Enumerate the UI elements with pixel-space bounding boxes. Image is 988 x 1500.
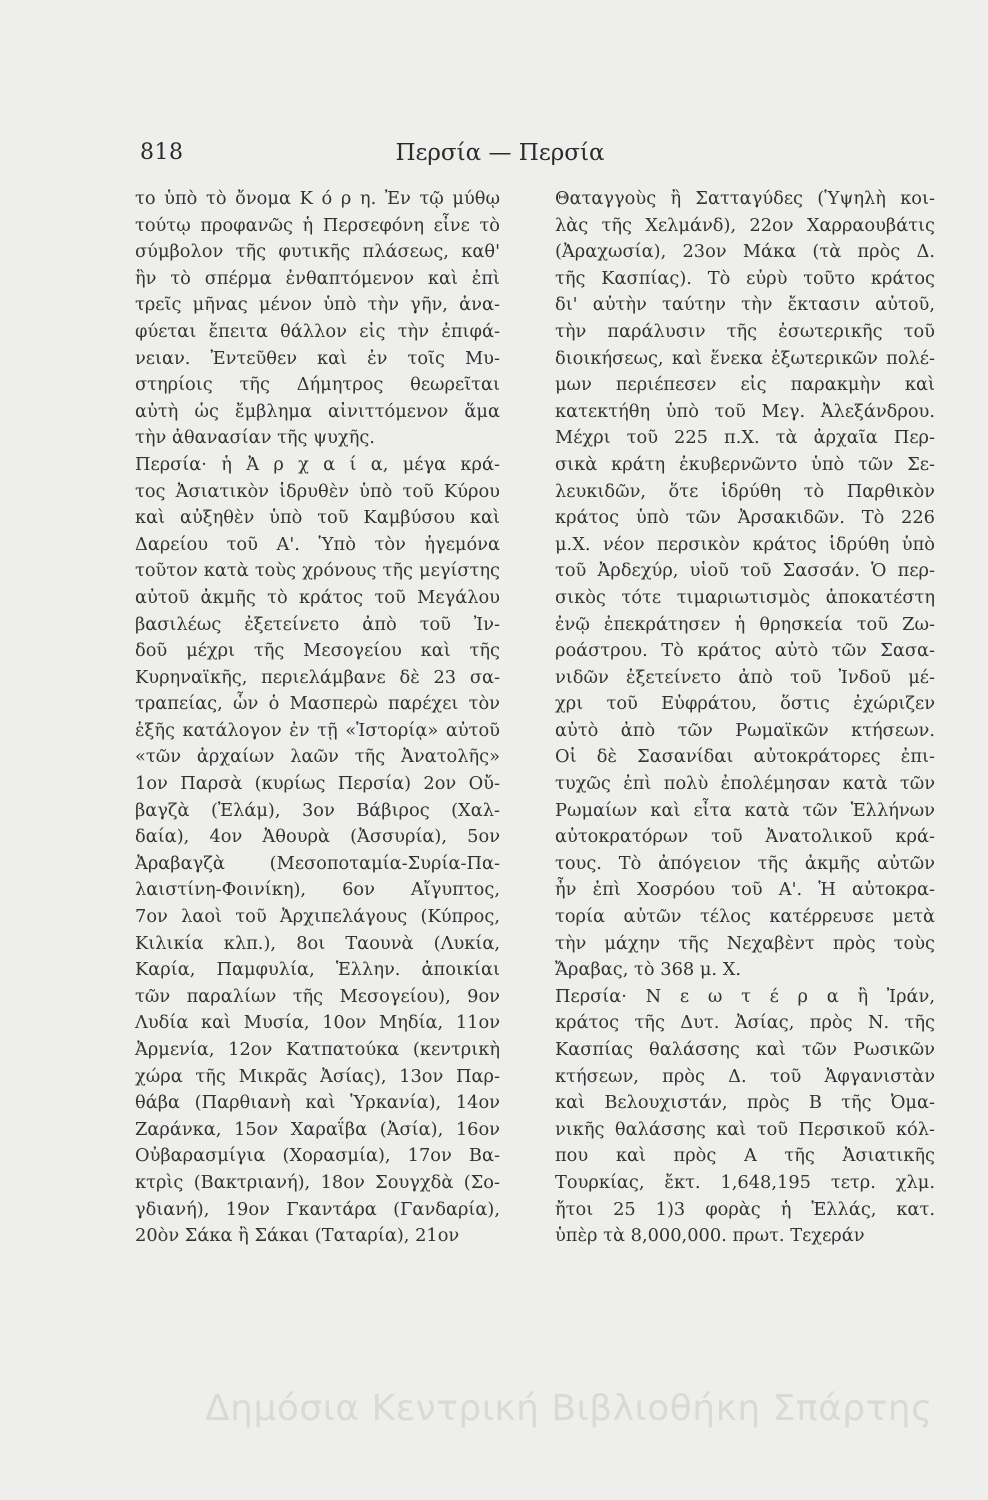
text-line: αὐτοκρατόρων τοῦ Ἀνατολικοῦ κρά- xyxy=(555,826,935,848)
text-line: τῆς Κασπίας). Τὸ εὐρὺ τοῦτο κράτος xyxy=(555,267,935,289)
text-line: που καὶ πρὸς Α τῆς Ἀσιατικῆς xyxy=(555,1145,935,1167)
text-line: Μέχρι τοῦ 225 π.Χ. τὰ ἀρχαῖα Περ- xyxy=(555,427,935,449)
left-column xyxy=(135,186,500,1250)
text-line: τούτῳ προφανῶς ἡ Περσεφόνη εἶνε τὸ xyxy=(135,214,500,236)
text-line: Λυδία καὶ Μυσία, 10ον Μηδία, 11ον xyxy=(135,1012,500,1034)
text-line: Οὐβαρασμίγια (Χορασμία), 17ον Βα- xyxy=(135,1145,500,1167)
text-line: τοῦτον κατὰ τοὺς χρόνους τῆς μεγίστης xyxy=(135,560,500,582)
text-line: κτήσεων, πρὸς Δ. τοῦ Ἀφγανιστὰν xyxy=(555,1065,935,1087)
text-line: τους. Τὸ ἀπόγειον τῆς ἀκμῆς αὐτῶν xyxy=(555,852,935,874)
text-line: κράτος τῆς Δυτ. Ἀσίας, πρὸς Ν. τῆς xyxy=(555,1012,935,1034)
text-line: βαγζὰ (Ἐλάμ), 3ον Βάβιρος (Χαλ- xyxy=(135,799,500,821)
text-line: Κιλικία κλπ.), 8οι Ταουνὰ (Λυκία, xyxy=(135,932,500,954)
text-line: σικὸς τότε τιμαριωτισμὸς ἀποκατέστη xyxy=(555,586,935,608)
right-column xyxy=(555,186,935,1250)
text-line: 20ὸν Σάκα ἢ Σάκαι (Ταταρία), 21ον xyxy=(135,1225,460,1247)
text-line: Ρωμαίων καὶ εἶτα κατὰ τῶν Ἑλλήνων xyxy=(555,799,935,821)
text-line: αὐτοῦ ἀκμῆς τὸ κράτος τοῦ Μεγάλου xyxy=(135,586,500,608)
text-line: δοῦ μέχρι τῆς Μεσογείου καὶ τῆς xyxy=(135,640,500,662)
text-line: κτρὶς (Βακτριανή), 18ον Σουγχδὰ (Σο- xyxy=(135,1171,500,1193)
text-line: Κασπίας θαλάσσης καὶ τῶν Ρωσικῶν xyxy=(555,1039,935,1060)
text-line: τος Ἀσιατικὸν ἱδρυθὲν ὑπὸ τοῦ Κύρου xyxy=(135,480,500,502)
text-line: μων περιέπεσεν εἰς παρακμὴν καὶ xyxy=(555,374,935,396)
text-line: τρεῖς μῆνας μένον ὑπὸ τὴν γῆν, ἀνα- xyxy=(135,294,500,316)
library-watermark: Δημόσια Κεντρική Βιβλιοθήκη Σπάρτης xyxy=(205,1388,933,1429)
running-title: Περσία — Περσία xyxy=(395,140,605,166)
text-line: «τῶν ἀρχαίων λαῶν τῆς Ἀνατολῆς» xyxy=(135,746,500,768)
text-line: τὴν ἀθανασίαν τῆς ψυχῆς. xyxy=(135,427,375,449)
text-line: Ἀραβαγζὰ (Μεσοποταμία-Συρία-Πα- xyxy=(135,852,500,874)
text-line: αὐτὸ ἀπὸ τῶν Ρωμαϊκῶν κτήσεων. xyxy=(555,719,935,741)
text-line: τῶν παραλίων τῆς Μεσογείου), 9ον xyxy=(135,985,500,1007)
text-line: Περσία· Ν ε ω τ έ ρ α ἢ Ἰράν, xyxy=(555,985,935,1007)
text-line: ἦν ἐπὶ Χοσρόου τοῦ Α'. Ἡ αὐτοκρα- xyxy=(555,879,935,901)
text-line: 7ον λαοὶ τοῦ Ἀρχιπελάγους (Κύπρος, xyxy=(135,906,500,928)
text-line: τορία αὐτῶν τέλος κατέρρευσε μετὰ xyxy=(555,906,935,928)
text-line: κατεκτήθη ὑπὸ τοῦ Μεγ. Ἀλεξάνδρου. xyxy=(555,400,935,422)
text-line: μ.Χ. νέον περσικὸν κράτος ἱδρύθη ὑπὸ xyxy=(555,533,935,555)
text-line: Περσία· ἡ Ἀ ρ χ α ί α, μέγα κρά- xyxy=(135,453,500,475)
text-line: καὶ Βελουχιστάν, πρὸς Β τῆς Ὀμα- xyxy=(555,1092,935,1114)
text-line: κράτος ὑπὸ τῶν Ἀρσακιδῶν. Τὸ 226 xyxy=(555,507,935,529)
text-line: θάβα (Παρθιανὴ καὶ Ὑρκανία), 14ον xyxy=(135,1092,500,1114)
text-line: νιδῶν ἐξετείνετο ἀπὸ τοῦ Ἰνδοῦ μέ- xyxy=(555,666,935,688)
text-line: καὶ αὐξηθὲν ὑπὸ τοῦ Καμβύσου καὶ xyxy=(135,507,500,529)
text-line: τυχῶς ἐπὶ πολὺ ἐπολέμησαν κατὰ τῶν xyxy=(555,773,935,795)
page-number: 818 xyxy=(140,140,184,165)
text-line: νικῆς θαλάσσης καὶ τοῦ Περσικοῦ κόλ- xyxy=(555,1118,935,1140)
text-line: τo ὑπὸ τὸ ὄνομα Κ ό ρ η. Ἐν τῷ μύθῳ xyxy=(135,188,500,209)
text-line: αὐτὴ ὡς ἔμβλημα αἰνιττόμενον ἅμα xyxy=(135,400,500,422)
text-line: ροάστρου. Τὸ κράτος αὐτὸ τῶν Σασα- xyxy=(555,640,935,662)
text-line: σύμβολον τῆς φυτικῆς πλάσεως, καθ' xyxy=(135,241,500,263)
text-line: φύεται ἔπειτα θάλλον εἰς τὴν ἐπιφά- xyxy=(135,320,500,342)
text-line: νειαν. Ἐντεῦθεν καὶ ἐν τοῖς Μυ- xyxy=(135,347,500,369)
text-line: Ζαράνκα, 15ον Χαραΐβα (Ἀσία), 16ον xyxy=(135,1118,500,1140)
text-line: διοικήσεως, καὶ ἕνεκα ἐξωτερικῶν πολέ- xyxy=(555,347,935,369)
text-line: τραπείας, ὧν ὁ Μασπερὼ παρέχει τὸν xyxy=(135,693,500,715)
text-line: σικὰ κράτη ἐκυβερνῶντο ὑπὸ τῶν Σε- xyxy=(555,453,935,475)
text-line: λαιστίνη-Φοινίκη), 6ον Αἴγυπτος, xyxy=(135,879,500,901)
text-line: γδιανή), 19ον Γκαντάρα (Γανδαρία), xyxy=(135,1198,500,1220)
text-line: στηρίοις τῆς Δήμητρος θεωρεῖται xyxy=(135,374,500,396)
text-line: Κυρηναϊκῆς, περιελάμβανε δὲ 23 σα- xyxy=(135,666,500,688)
text-line: ἑξῆς κατάλογον ἐν τῇ «Ἱστορίᾳ» αὐτοῦ xyxy=(135,719,500,741)
text-line: χώρα τῆς Μικρᾶς Ἀσίας), 13ον Παρ- xyxy=(135,1065,500,1087)
text-line: δι' αὐτὴν ταύτην τὴν ἔκτασιν αὐτοῦ, xyxy=(555,294,935,316)
text-line: (Ἀραχωσία), 23ον Μάκα (τὰ πρὸς Δ. xyxy=(555,241,935,263)
text-line: 1ον Παρσὰ (κυρίως Περσία) 2ον Οὔ- xyxy=(135,773,500,795)
text-line: τὴν μάχην τῆς Νεχαβὲντ πρὸς τοὺς xyxy=(555,932,935,954)
text-line: ἐνῷ ἐπεκράτησεν ἡ θρησκεία τοῦ Ζω- xyxy=(555,613,935,635)
text-line: τὴν παράλυσιν τῆς ἐσωτερικῆς τοῦ xyxy=(555,320,935,342)
text-line: χρι τοῦ Εὐφράτου, ὅστις ἐχώριζεν xyxy=(555,693,935,715)
text-line: δαία), 4ον Ἀθουρὰ (Ἀσσυρία), 5ον xyxy=(135,826,500,848)
text-line: ὑπὲρ τὰ 8,000,000. πρωτ. Τεχεράν xyxy=(555,1225,865,1247)
text-line: ἤτοι 25 1)3 φορὰς ἡ Ἑλλάς, κατ. xyxy=(555,1198,935,1220)
text-line: λευκιδῶν, ὅτε ἱδρύθη τὸ Παρθικὸν xyxy=(555,480,935,502)
text-line: Δαρείου τοῦ Α'. Ὑπὸ τὸν ἡγεμόνα xyxy=(135,533,500,555)
text-line: Καρία, Παμφυλία, Ἑλλην. ἀποικίαι xyxy=(135,959,500,981)
text-line: βασιλέως ἐξετείνετο ἀπὸ τοῦ Ἰν- xyxy=(135,613,500,635)
text-line: ἣν τὸ σπέρμα ἐνθαπτόμενον καὶ ἐπὶ xyxy=(135,267,500,289)
text-line: Ἀρμενία, 12ον Κατπατούκα (κεντρικὴ xyxy=(135,1039,500,1060)
text-line: Θαταγγοὺς ἢ Σατταγύδες (Ὑψηλὴ κοι- xyxy=(555,188,935,209)
text-line: τοῦ Ἀρδεχύρ, υἱοῦ τοῦ Σασσάν. Ὁ περ- xyxy=(555,560,935,582)
text-line: λὰς τῆς Χελμάνδ), 22ον Χαρραουβάτις xyxy=(555,214,935,236)
text-line: Τουρκίας, ἔκτ. 1,648,195 τετρ. χλμ. xyxy=(555,1171,935,1193)
text-line: Οἱ δὲ Σασανίδαι αὐτοκράτορες ἐπι- xyxy=(555,746,935,768)
text-line: Ἄραβας, τὸ 368 μ. Χ. xyxy=(555,959,742,981)
page-header xyxy=(140,140,860,174)
